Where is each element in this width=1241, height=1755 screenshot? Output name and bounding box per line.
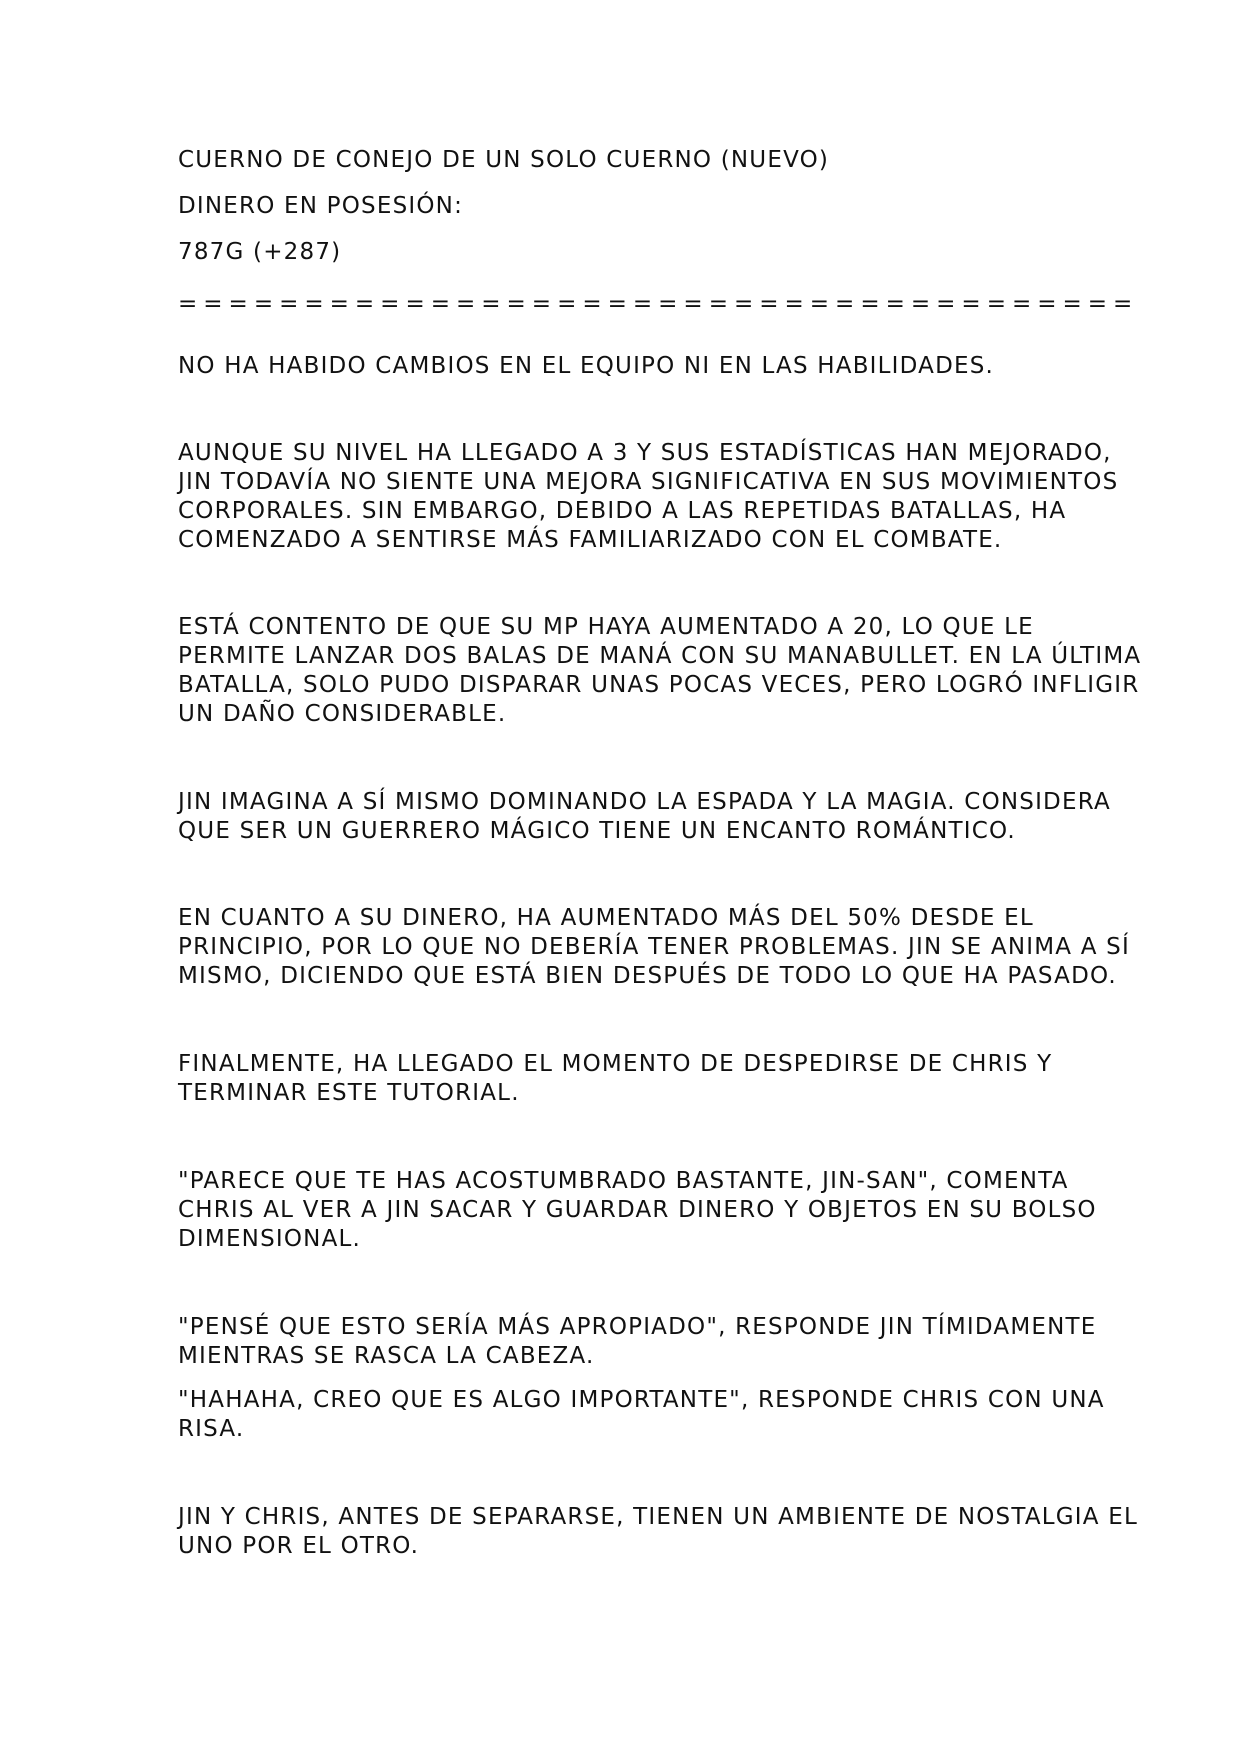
paragraph-dialogue-chris [178, 1167, 1097, 1254]
paragraph-level [178, 439, 1119, 555]
paragraph-mp [178, 613, 1142, 729]
text-line: "PENSÉ QUE ESTO SERÍA MÁS APROPIADO", RESPONDE JIN TÍMIDAMENTE [178, 1314, 1097, 1340]
paragraph-farewell [178, 1050, 1078, 1108]
text-line: UNO POR EL OTRO. [178, 1533, 420, 1559]
text-line: PRINCIPIO, POR LO QUE NO DEBERÍA TENER PROBLEMAS. JIN SE ANIMA A SÍ [178, 934, 1130, 960]
paragraph-money [178, 904, 1130, 991]
text-line: QUE SER UN GUERRERO MÁGICO TIENE UN ENCANTO ROMÁNTICO. [178, 818, 1016, 844]
text-line: NO HA HABIDO CAMBIOS EN EL EQUIPO NI EN LAS HABILIDADES. [178, 353, 995, 379]
text-line: PERMITE LANZAR DOS BALAS DE MANÁ CON SU MANABULLET. EN LA ÚLTIMA [178, 643, 1142, 669]
text-line: ESTÁ CONTENTO DE QUE SU MP HAYA AUMENTADO A 20, LO QUE LE [178, 614, 1034, 640]
paragraph-equipment [178, 352, 1078, 381]
paragraph-magic-warrior [178, 788, 1111, 846]
text-line: MIENTRAS SE RASCA LA CABEZA. [178, 1343, 595, 1369]
text-line: UN DAÑO CONSIDERABLE. [178, 701, 507, 727]
text-line: MISMO, DICIENDO QUE ESTÁ BIEN DESPUÉS DE TODO LO QUE HA PASADO. [178, 963, 1117, 989]
text-line: ====================================== [178, 291, 1139, 317]
text-line: RISA. [178, 1416, 245, 1442]
paragraph-nostalgia [178, 1503, 1138, 1561]
text-line: TERMINAR ESTE TUTORIAL. [178, 1080, 520, 1106]
text-line: COMENZADO A SENTIRSE MÁS FAMILIARIZADO CON EL COMBATE. [178, 527, 1003, 553]
text-line: CHRIS AL VER A JIN SACAR Y GUARDAR DINERO Y OBJETOS EN SU BOLSO [178, 1197, 1097, 1223]
text-line: AUNQUE SU NIVEL HA LLEGADO A 3 Y SUS ESTADÍSTICAS HAN MEJORADO, [178, 440, 1112, 466]
text-line: JIN Y CHRIS, ANTES DE SEPARARSE, TIENEN UN AMBIENTE DE NOSTALGIA EL [178, 1504, 1138, 1530]
text-line: JIN TODAVÍA NO SIENTE UNA MEJORA SIGNIFICATIVA EN SUS MOVIMIENTOS [178, 469, 1119, 495]
money-label [178, 192, 1078, 221]
paragraph-dialogue-jin [178, 1313, 1097, 1371]
paragraph-dialogue-laugh [178, 1386, 1105, 1444]
text-line: DIMENSIONAL. [178, 1226, 362, 1252]
text-line: "PARECE QUE TE HAS ACOSTUMBRADO BASTANTE, JIN-SAN", COMENTA [178, 1168, 1069, 1194]
text-line: CUERNO DE CONEJO DE UN SOLO CUERNO (NUEVO) [178, 147, 830, 173]
text-line: DINERO EN POSESIÓN: [178, 193, 464, 219]
text-line: EN CUANTO A SU DINERO, HA AUMENTADO MÁS DEL 50% DESDE EL [178, 905, 1034, 931]
divider-line [178, 290, 1139, 319]
text-line: FINALMENTE, HA LLEGADO EL MOMENTO DE DESPEDIRSE DE CHRIS Y [178, 1051, 1053, 1077]
item-line [178, 146, 1078, 175]
text-line: JIN IMAGINA A SÍ MISMO DOMINANDO LA ESPADA Y LA MAGIA. CONSIDERA [178, 789, 1111, 815]
money-value [178, 238, 1078, 267]
text-line: 787G (+287) [178, 239, 342, 265]
text-line: "HAHAHA, CREO QUE ES ALGO IMPORTANTE", RESPONDE CHRIS CON UNA [178, 1387, 1105, 1413]
text-line: CORPORALES. SIN EMBARGO, DEBIDO A LAS REPETIDAS BATALLAS, HA [178, 498, 1067, 524]
text-line: BATALLA, SOLO PUDO DISPARAR UNAS POCAS VECES, PERO LOGRÓ INFLIGIR [178, 672, 1140, 698]
